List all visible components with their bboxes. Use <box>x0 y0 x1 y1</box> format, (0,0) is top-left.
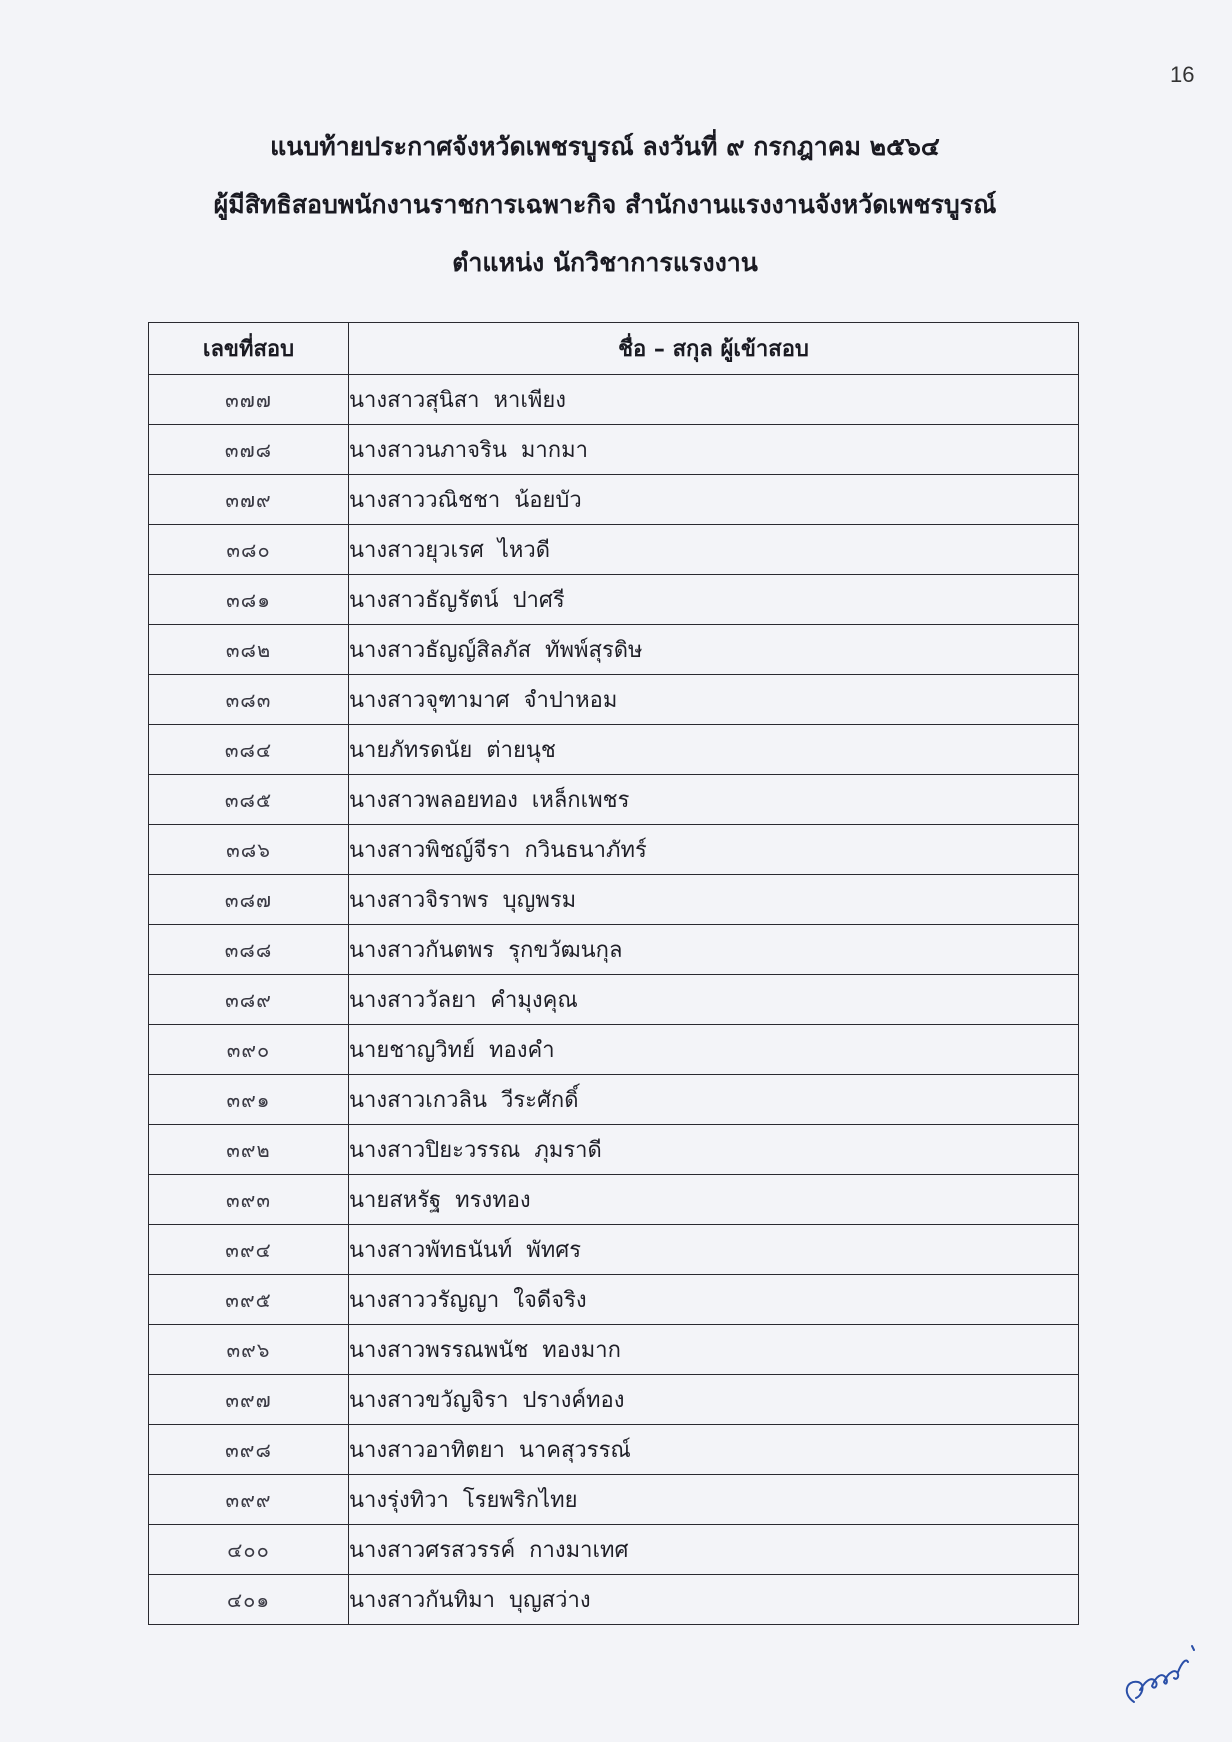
exam-number-cell: ๓๙๒ <box>149 1125 349 1175</box>
candidate-name-cell: นางสาวนภาจริน มากมา <box>349 425 1079 475</box>
document-heading <box>140 118 1070 292</box>
candidate-name-cell: นางสาวจิราพร บุญพรม <box>349 875 1079 925</box>
candidate-name-cell: นางสาวอาทิตยา นาคสุวรรณ์ <box>349 1425 1079 1475</box>
exam-number-cell: ๓๘๖ <box>149 825 349 875</box>
table-row <box>149 1325 1079 1375</box>
candidate-name-cell: นางสาวพลอยทอง เหล็กเพชร <box>349 775 1079 825</box>
candidate-name-cell: นางสาววัลยา คำมุงคุณ <box>349 975 1079 1025</box>
signature-icon <box>1112 1632 1202 1712</box>
exam-number-cell: ๓๘๒ <box>149 625 349 675</box>
table-row <box>149 975 1079 1025</box>
heading-line-1: แนบท้ายประกาศจังหวัดเพชรบูรณ์ ลงวันที่ ๙ กรกฎาคม ๒๕๖๔ <box>270 132 940 161</box>
table-row <box>149 1575 1079 1625</box>
candidate-name-cell: นางสาวพัทธนันท์ พัทศร <box>349 1225 1079 1275</box>
table-row <box>149 475 1079 525</box>
table-row <box>149 1475 1079 1525</box>
exam-number-cell: ๓๙๗ <box>149 1375 349 1425</box>
candidate-name-cell: นางสาวพิชญ์จีรา กวินธนาภัทร์ <box>349 825 1079 875</box>
table-row <box>149 425 1079 475</box>
header-candidate-name: ชื่อ – สกุล ผู้เข้าสอบ <box>349 323 1079 375</box>
exam-number-cell: ๓๗๙ <box>149 475 349 525</box>
exam-number-cell: ๓๘๑ <box>149 575 349 625</box>
header-exam-number: เลขที่สอบ <box>149 323 349 375</box>
exam-number-cell: ๓๙๔ <box>149 1225 349 1275</box>
candidate-name-cell: นายสหรัฐ ทรงทอง <box>349 1175 1079 1225</box>
exam-number-cell: ๓๙๘ <box>149 1425 349 1475</box>
table-row <box>149 575 1079 625</box>
exam-number-cell: ๔๐๑ <box>149 1575 349 1625</box>
heading-line-3: ตำแหน่ง นักวิชาการแรงงาน <box>452 248 758 277</box>
candidate-name-cell: นางสาวพรรณพนัช ทองมาก <box>349 1325 1079 1375</box>
table-row <box>149 1525 1079 1575</box>
table-row <box>149 1275 1079 1325</box>
heading-line-2: ผู้มีสิทธิสอบพนักงานราชการเฉพาะกิจ สำนักงานแรงงานจังหวัดเพชรบูรณ์ <box>213 190 997 219</box>
exam-number-cell: ๓๙๐ <box>149 1025 349 1075</box>
exam-number-cell: ๓๙๓ <box>149 1175 349 1225</box>
table-row <box>149 1375 1079 1425</box>
exam-number-cell: ๓๘๓ <box>149 675 349 725</box>
exam-number-cell: ๔๐๐ <box>149 1525 349 1575</box>
exam-number-cell: ๓๙๑ <box>149 1075 349 1125</box>
table-row <box>149 825 1079 875</box>
candidate-name-cell: นางสาวธัญญ์สิลภัส ทัพพ์สุรดิษ <box>349 625 1079 675</box>
table-row <box>149 1075 1079 1125</box>
exam-number-cell: ๓๘๗ <box>149 875 349 925</box>
table-row <box>149 375 1079 425</box>
candidate-name-cell: นางสาวยุวเรศ ไหวดี <box>349 525 1079 575</box>
exam-number-cell: ๓๙๖ <box>149 1325 349 1375</box>
exam-number-cell: ๓๗๘ <box>149 425 349 475</box>
candidate-name-cell: นางสาวเกวลิน วีระศักดิ์ <box>349 1075 1079 1125</box>
candidate-name-cell: นางสาวศรสวรรค์ กางมาเทศ <box>349 1525 1079 1575</box>
candidate-name-cell: นางสาวสุนิสา หาเพียง <box>349 375 1079 425</box>
page-number: 16 <box>1170 62 1195 87</box>
candidate-name-cell: นางสาวจุฑามาศ จำปาหอม <box>349 675 1079 725</box>
candidate-name-cell: นางสาวธัญรัตน์ ปาศรี <box>349 575 1079 625</box>
exam-number-cell: ๓๘๙ <box>149 975 349 1025</box>
table-row <box>149 1225 1079 1275</box>
exam-number-cell: ๓๘๐ <box>149 525 349 575</box>
candidate-name-cell: นางสาวปิยะวรรณ ภุมราดี <box>349 1125 1079 1175</box>
table-row <box>149 1425 1079 1475</box>
table-row <box>149 725 1079 775</box>
table-row <box>149 875 1079 925</box>
table-row <box>149 1175 1079 1225</box>
exam-number-cell: ๓๙๙ <box>149 1475 349 1525</box>
candidate-name-cell: นายภัทรดนัย ต่ายนุช <box>349 725 1079 775</box>
candidate-name-cell: นางสาวกันตพร รุกขวัฒนกุล <box>349 925 1079 975</box>
candidate-name-cell: นางสาวกันทิมา บุญสว่าง <box>349 1575 1079 1625</box>
exam-number-cell: ๓๗๗ <box>149 375 349 425</box>
exam-number-cell: ๓๘๘ <box>149 925 349 975</box>
candidate-table <box>148 322 1079 1625</box>
candidate-name-cell: นางสาววณิชชา น้อยบัว <box>349 475 1079 525</box>
table-row <box>149 1025 1079 1075</box>
candidate-name-cell: นางรุ่งทิวา โรยพริกไทย <box>349 1475 1079 1525</box>
exam-number-cell: ๓๘๕ <box>149 775 349 825</box>
table-header-row <box>149 323 1079 375</box>
table-row <box>149 925 1079 975</box>
candidate-name-cell: นางสาววรัญญา ใจดีจริง <box>349 1275 1079 1325</box>
table-row <box>149 625 1079 675</box>
table-row <box>149 675 1079 725</box>
exam-number-cell: ๓๙๕ <box>149 1275 349 1325</box>
candidate-name-cell: นายชาญวิทย์ ทองคำ <box>349 1025 1079 1075</box>
candidate-name-cell: นางสาวขวัญจิรา ปรางค์ทอง <box>349 1375 1079 1425</box>
exam-number-cell: ๓๘๔ <box>149 725 349 775</box>
table-row <box>149 775 1079 825</box>
table-row <box>149 1125 1079 1175</box>
table-row <box>149 525 1079 575</box>
